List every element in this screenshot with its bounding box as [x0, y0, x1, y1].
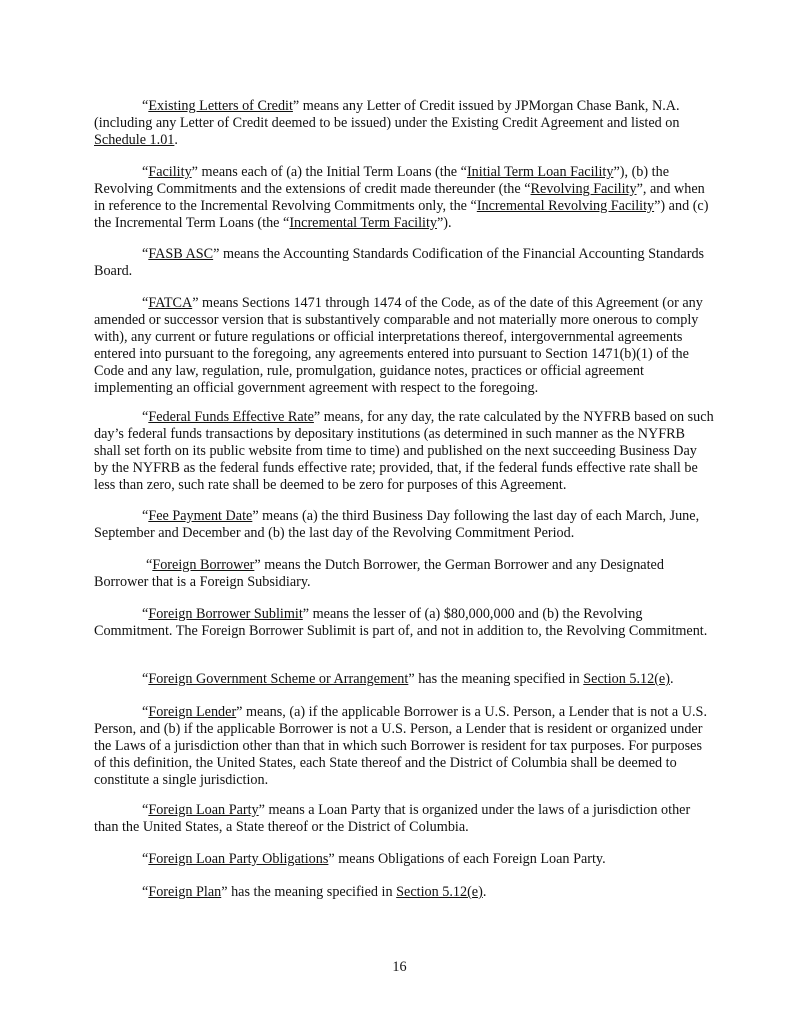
definition-text: . — [482, 884, 487, 900]
definition-text: “ — [142, 246, 149, 262]
definition-foreign-borrower-sublimit — [94, 606, 714, 640]
definition-text: ” means Obligations of each Foreign Loan Party. — [328, 851, 606, 867]
definition-text: “ — [142, 671, 149, 687]
page-number: 16 — [392, 959, 407, 975]
definition-text: “ — [142, 98, 149, 114]
defined-term: Incremental Revolving Facility — [476, 197, 655, 214]
definition-text: ” means a Loan Party that is organized under the laws of a jurisdiction other than the United States, a State thereof or the District of Columbia. — [94, 802, 691, 835]
definition-facility — [94, 164, 714, 232]
definition-text: ”), (b) the Revolving Commitments and the extensions of credit made thereunder (the “ — [94, 164, 669, 197]
definition-text: ” has the meaning specified in — [408, 671, 584, 687]
definition-text: ” means, (a) if the applicable Borrower is a U.S. Person, a Lender that is not a U.S. Person, and (b) if the applicable Borrower is not a U.S. Person, a Lender that is resident or organized under the Laws of a jurisdiction other than that in which such Borrower is resident for tax purposes. For purposes of this definition, the United States, each State thereof and the District of Columbia shall be deemed to constitute a single jurisdiction. — [94, 704, 707, 788]
definition-text: ” means the lesser of (a) $80,000,000 and (b) the Revolving Commitment. The Foreign Borrower Sublimit is part of, and not in addition to, the Revolving Commitment. — [94, 606, 708, 639]
defined-term: Schedule 1.01 — [94, 131, 175, 148]
definition-text: “ — [146, 557, 153, 573]
definition-foreign-government-scheme — [94, 671, 714, 688]
defined-term: Foreign Plan — [148, 884, 222, 900]
definition-text: “ — [142, 802, 149, 818]
definition-text: . — [174, 131, 178, 148]
defined-term: Facility — [148, 164, 192, 180]
definition-foreign-lender — [94, 704, 714, 789]
definition-text: “ — [142, 295, 149, 311]
definition-text: . — [669, 671, 674, 687]
defined-term: Revolving Facility — [530, 180, 637, 197]
defined-term: Foreign Borrower Sublimit — [148, 606, 303, 622]
defined-term: Initial Term Loan Facility — [466, 164, 614, 180]
defined-term: Federal Funds Effective Rate — [148, 409, 314, 425]
definition-text: ” means the Accounting Standards Codification of the Financial Accounting Standards Board. — [94, 246, 705, 279]
definition-text: ”) and (c) the Incremental Term Loans (the “ — [94, 197, 709, 231]
definition-federal-funds-effective-rate — [94, 409, 714, 494]
defined-term: Foreign Loan Party — [148, 802, 259, 818]
defined-term: Foreign Borrower — [152, 557, 255, 573]
definition-existing-letters-of-credit — [94, 98, 714, 149]
definition-text: “ — [142, 606, 149, 622]
definition-text: “ — [142, 164, 149, 180]
definition-fasb-asc — [94, 246, 714, 280]
defined-term: Foreign Government Scheme or Arrangement — [148, 671, 409, 687]
definition-text: ” means the Dutch Borrower, the German Borrower and any Designated Borrower that is a Foreign Subsidiary. — [94, 557, 664, 590]
defined-term: Section 5.12(e) — [583, 671, 670, 687]
definition-text: ”, and when in reference to the Incremental Revolving Commitments only, the “ — [94, 180, 705, 214]
defined-term: Section 5.12(e) — [396, 884, 483, 900]
definition-text: ” means, for any day, the rate calculated by the NYFRB based on such day’s federal funds transactions by depositary institutions (as determined in such manner as the NYFRB shall set forth on its public website from time to time) and published on the next succeeding Business Day by the NYFRB as the federal funds effective rate; provided, that, if the federal funds effective rate shall be less than zero, such rate shall be deemed to be zero for purposes of this Agreement. — [94, 409, 714, 493]
definition-text: ”). — [437, 214, 452, 231]
definition-fee-payment-date — [94, 508, 714, 542]
definition-text: ” means any Letter of Credit issued by JPMorgan Chase Bank, N.A. (including any Letter of Credit deemed to be issued) under the Existing Credit Agreement and listed on — [94, 98, 680, 131]
definition-text: ” means Sections 1471 through 1474 of the Code, as of the date of this Agreement (or any amended or successor version that is substantively comparable and not materially more onerous to comply with), any current or future regulations or official interpretations thereof, intergovernmental agreements entered into pursuant to the foregoing, any agreements entered into pursuant to Section 1471(b)(1) of the Code and any law, regulation, rule, promulgation, guidance notes, practices or official agreement implementing an official government agreement with respect to the foregoing. — [94, 295, 703, 396]
definition-text: ” has the meaning specified in — [221, 884, 397, 900]
defined-term: Fee Payment Date — [148, 508, 253, 524]
definition-text: “ — [142, 409, 149, 425]
definition-text: ” means each of (a) the Initial Term Loans (the “ — [191, 164, 467, 180]
definition-text: ” means (a) the third Business Day following the last day of each March, June, September and December and (b) the last day of the Revolving Commitment Period. — [94, 508, 700, 541]
defined-term: Existing Letters of Credit — [148, 98, 293, 114]
definition-fatca — [94, 295, 714, 396]
definition-text: “ — [142, 851, 149, 867]
definition-text: “ — [142, 704, 149, 720]
defined-term: Foreign Loan Party Obligations — [148, 851, 329, 867]
definition-foreign-loan-party — [94, 802, 714, 836]
definition-foreign-loan-party-obligations — [94, 851, 714, 868]
defined-term: Incremental Term Facility — [289, 214, 437, 231]
defined-term: FASB ASC — [148, 246, 214, 262]
definition-foreign-plan — [94, 884, 714, 901]
defined-term: FATCA — [148, 295, 193, 311]
definition-text: “ — [142, 884, 149, 900]
definition-text: “ — [142, 508, 149, 524]
defined-term: Foreign Lender — [148, 704, 237, 720]
definition-foreign-borrower — [94, 557, 714, 591]
